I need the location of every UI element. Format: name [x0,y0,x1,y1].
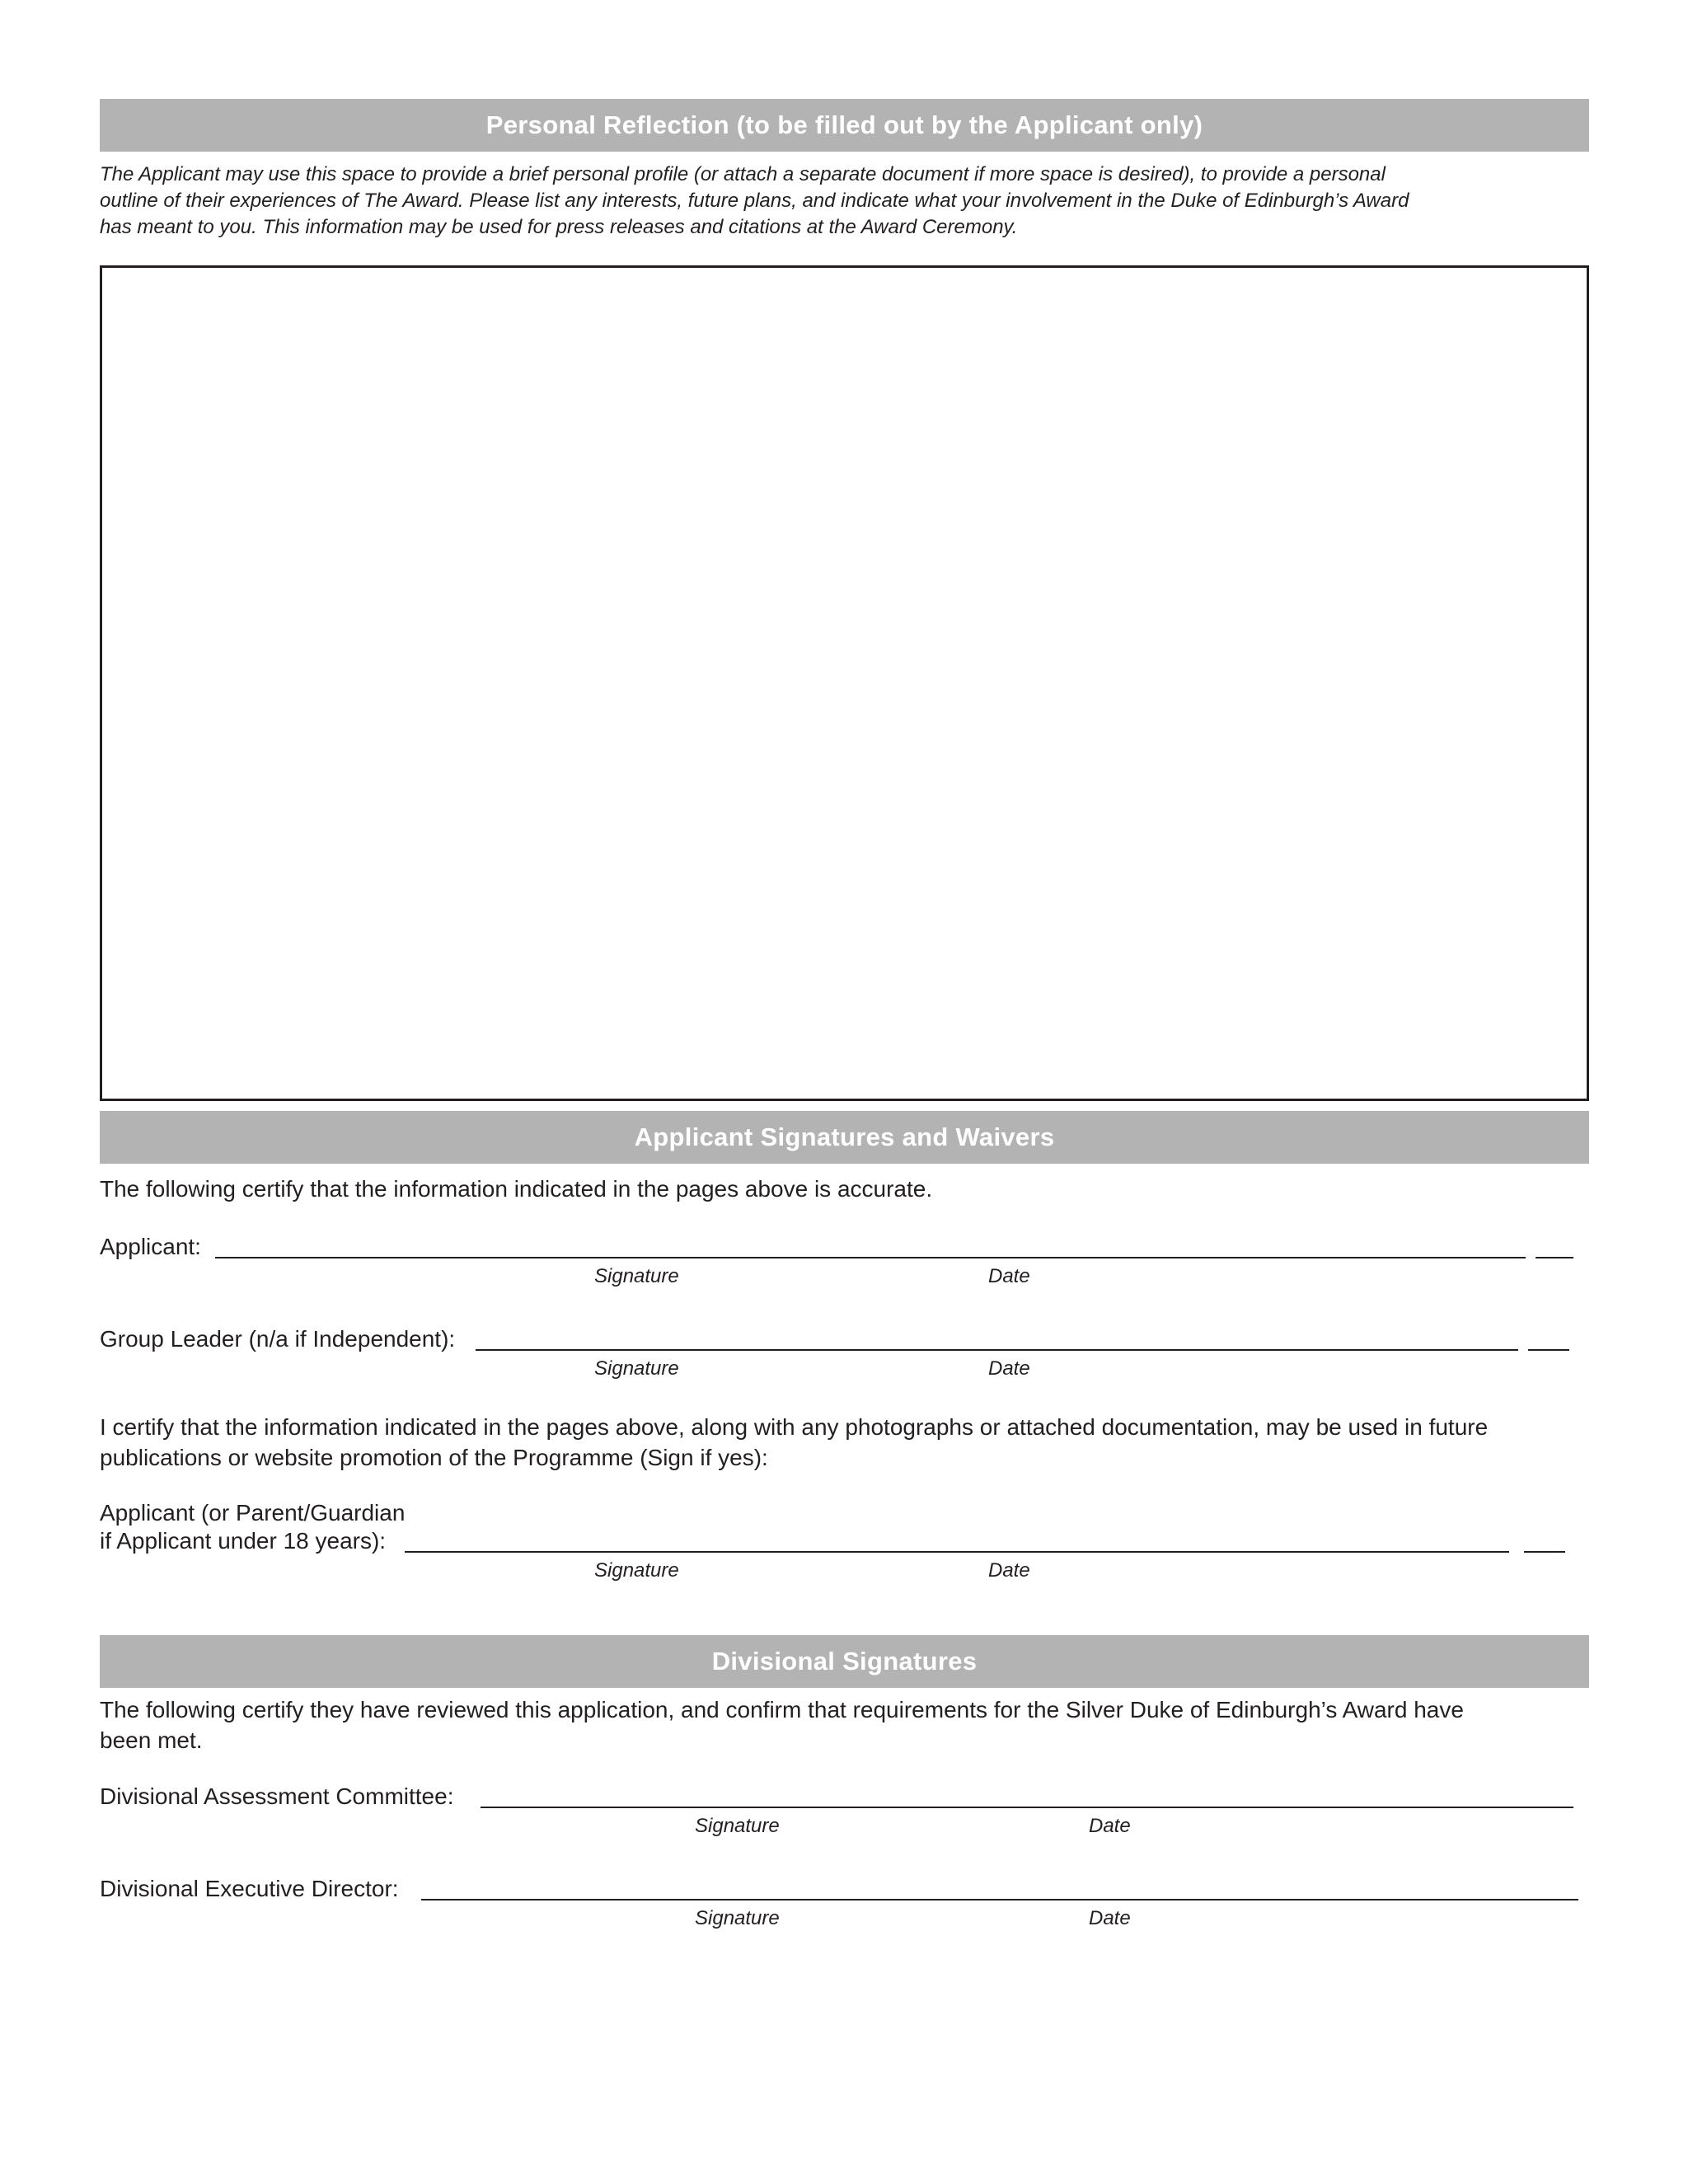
assessment-committee-captions [100,1813,1589,1843]
parent-label-line2: if Applicant under 18 years): [100,1528,387,1554]
executive-director-captions [100,1905,1589,1935]
photo-consent-line: I certify that the information indicated in the pages above, along with any photographs or attached documentation, may be used in future [100,1414,1489,1440]
divisional-certify-line: The following certify they have reviewed this application, and confirm that requirements for the Silver Duke of Edinburgh’s Award have [100,1697,1464,1722]
signature-caption: Signature [594,1265,679,1287]
reflection-instructions-line: The Applicant may use this space to provide a brief personal profile (or attach a separate document if more space is desired), to provide a personal [100,163,1386,185]
parent-label-line1: Applicant (or Parent/Guardian [100,1500,406,1526]
applicant-label: Applicant: [100,1234,201,1259]
group-leader-date-line[interactable] [1528,1349,1569,1351]
group-leader-signature-line[interactable] [476,1349,1518,1351]
date-caption: Date [988,1559,1030,1582]
assessment-committee-signature-line[interactable] [481,1807,1573,1808]
reflection-instructions-line: has meant to you. This information may be used for press releases and citations at the Award Ceremony. [100,216,1018,238]
divisional-certify-text [100,1694,1589,1755]
applicant-signature-line[interactable] [215,1257,1526,1258]
photo-consent-line: publications or website promotion of the Programme (Sign if yes): [100,1445,768,1470]
date-caption: Date [1089,1907,1131,1929]
assessment-committee-signature-row [100,1764,1589,1813]
executive-director-signature-line[interactable] [421,1899,1578,1900]
applicant-certify-text: The following certify that the information indicated in the pages above is accurate. [100,1176,933,1202]
date-caption: Date [988,1265,1030,1287]
reflection-instructions [100,162,1589,241]
signature-caption: Signature [695,1815,780,1837]
form-page [100,99,1589,1935]
applicant-signatures-header: Applicant Signatures and Waivers [100,1111,1589,1164]
assessment-committee-label: Divisional Assessment Committee: [100,1783,454,1809]
reflection-instructions-line: outline of their experiences of The Award. Please list any interests, future plans, and indicate what your involvement in the Duke of Edinburgh’s Award [100,190,1409,212]
photo-consent-text [100,1412,1589,1473]
divisional-signatures-header: Divisional Signatures [100,1635,1589,1688]
applicant-date-line[interactable] [1536,1257,1573,1258]
parent-signature-line[interactable] [405,1551,1509,1553]
group-leader-captions [100,1356,1589,1385]
date-caption: Date [988,1357,1030,1380]
reflection-header: Personal Reflection (to be filled out by the Applicant only) [100,99,1589,152]
reflection-text-area[interactable] [100,265,1589,1101]
signature-caption: Signature [594,1357,679,1380]
divisional-certify-line: been met. [100,1727,203,1753]
parent-date-line[interactable] [1524,1551,1565,1553]
applicant-captions [100,1263,1589,1293]
date-caption: Date [1089,1815,1131,1837]
group-leader-signature-row [100,1306,1589,1356]
executive-director-label: Divisional Executive Director: [100,1876,399,1901]
executive-director-signature-row [100,1856,1589,1905]
parent-signature-row [100,1528,1589,1558]
parent-captions [100,1558,1589,1587]
signature-caption: Signature [594,1559,679,1582]
applicant-signature-row [100,1214,1589,1263]
signature-caption: Signature [695,1907,780,1929]
group-leader-label: Group Leader (n/a if Independent): [100,1326,456,1352]
